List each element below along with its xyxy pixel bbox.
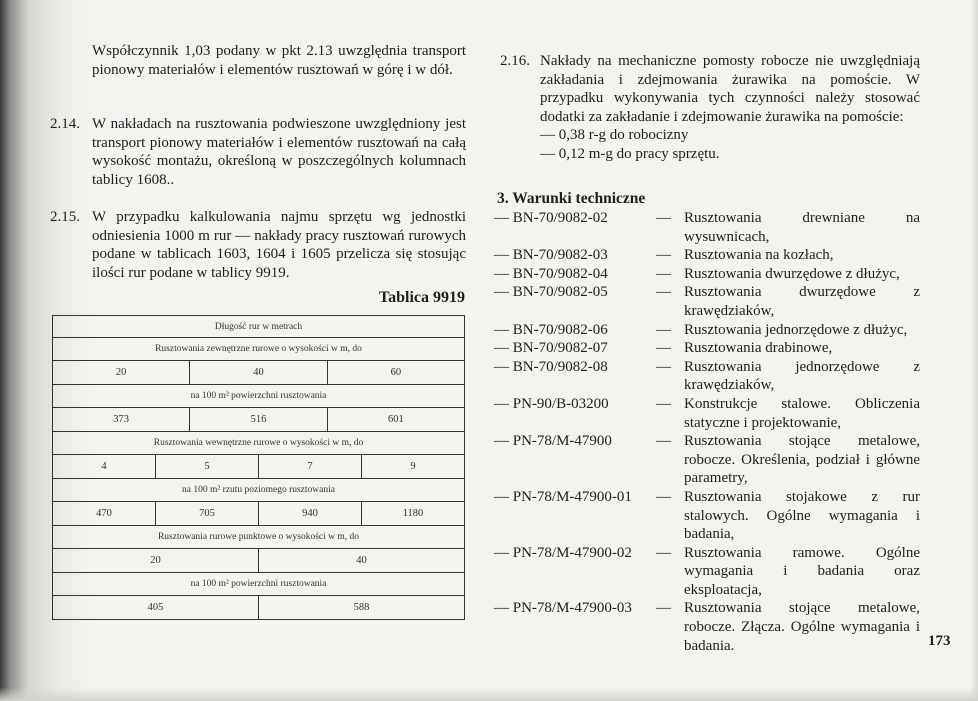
table-cell: 5 (155, 455, 258, 478)
list-item (494, 209, 920, 246)
paragraph-text: Nakłady na mechaniczne pomosty robocze nie uwzględniają zakładania i zdejmowania żurawika na pomoście. W przypadku wykonywania tych czynności należy stosować dodatki za zakładanie i zdejmowanie żurawika na pomoście: (540, 53, 920, 125)
table-cell: 4 (101, 461, 107, 472)
table-heights-row (52, 549, 465, 573)
standard-code: — PN-78/M-47900-02 (494, 544, 632, 561)
dash-separator: — (656, 210, 671, 226)
table-section-label-row (52, 338, 465, 361)
table-header: Długość rur w metrach (214, 321, 303, 332)
dash-separator: — (656, 265, 671, 282)
table-title: Tablica 9919 (378, 289, 465, 306)
standard-description: Rusztowania drewniane na wysuwnicach, (684, 210, 920, 245)
table-section-label: Rusztowania rurowe punktowe o wysokości w m, do (157, 532, 360, 542)
dash-separator: — (656, 433, 671, 450)
list-item (494, 432, 920, 488)
table-unit-label: na 100 m² powierzchni rusztowania (190, 579, 327, 589)
table-cell: 9 (361, 455, 464, 478)
page-bottom-shadow (0, 687, 978, 701)
standard-description: Rusztowania stojące metalowe, robocze. Złącza. Ogólne wymagania i badania. (684, 600, 920, 654)
dash-separator: — (656, 395, 671, 412)
list-item (494, 599, 920, 655)
dash-separator: — (656, 340, 671, 357)
table-cell: 40 (258, 549, 464, 572)
paragraph-number: 2.16. (500, 53, 530, 69)
table-cell: 940 (258, 502, 361, 525)
standard-description: Rusztowania dwurzędowe z dłużyc, (684, 265, 900, 282)
paragraph-text: W nakładach na rusztowania podwieszone uwzględniony jest transport pionowy materiałów i elementów rusztowań na całą wysokość montażu, określoną w poszczególnych kolumnach tablicy 1608.. (92, 116, 466, 189)
table-section-label: Rusztowania wewnętrzne rurowe o wysokości w m, do (153, 438, 364, 448)
list-item: — 0,12 m-g do pracy sprzętu. (540, 145, 720, 162)
table-heights-row (52, 361, 465, 385)
list-item (494, 395, 920, 432)
standard-description: Rusztowania jednorzędowe z dłużyc, (684, 321, 908, 338)
page-edge-shadow (970, 0, 978, 701)
list-item (494, 544, 920, 600)
list-item (494, 283, 920, 320)
table-heights-row (52, 455, 465, 479)
list-item: — 0,38 r-g do robocizny (540, 127, 689, 144)
table-values-row (52, 502, 465, 526)
table-cell: 588 (258, 596, 464, 619)
paragraph-number: 2.14. (50, 116, 80, 132)
table-section-label-row (52, 432, 465, 455)
dash-separator: — (656, 284, 671, 301)
paragraph-2-13-note (92, 42, 466, 79)
standard-code: — BN-70/9082-02 (494, 210, 608, 226)
standard-code: — BN-70/9082-04 (494, 265, 608, 282)
standard-description: Rusztowania ramowe. Ogólne wymagania i badania oraz eksploatacja, (684, 544, 920, 598)
list-item (494, 339, 920, 358)
standard-code: — BN-70/9082-06 (494, 321, 608, 338)
standard-description: Konstrukcje stalowe. Obliczenia statyczne i projektowanie, (684, 395, 920, 431)
standard-description: Rusztowania dwurzędowe z krawędziaków, (684, 284, 920, 319)
table-unit-label: na 100 m² powierzchni rusztowania (190, 391, 327, 401)
table-cell: 20 (150, 555, 161, 566)
list-item (494, 265, 920, 284)
paragraph-2-16 (500, 52, 920, 164)
dash-separator: — (656, 321, 671, 338)
standard-description: Rusztowania na kozłach, (684, 247, 834, 264)
table-cell: 40 (189, 361, 326, 384)
table-cell: 705 (155, 502, 258, 525)
standard-description: Rusztowania stojakowe z rur stalowych. Ogólne wymagania i badania, (684, 488, 920, 543)
list-item (494, 488, 920, 544)
standard-code: — PN-90/B-03200 (494, 395, 609, 412)
standard-description: Rusztowania drabinowe, (684, 340, 833, 357)
table-cell: 1180 (361, 502, 464, 525)
dash-separator: — (656, 488, 671, 505)
table-section-label-row (52, 526, 465, 549)
table-cell: 20 (115, 367, 127, 378)
table-cell: 405 (147, 602, 164, 613)
table-unit-row (52, 573, 465, 596)
standard-code: — BN-70/9082-08 (494, 358, 608, 375)
page-number: 173 (928, 633, 951, 649)
table-cell: 60 (327, 361, 464, 384)
table-values-row (52, 596, 465, 620)
standard-code: — BN-70/9082-05 (494, 284, 608, 301)
paragraph-number: 2.15. (50, 209, 80, 225)
section-title: 3. Warunki techniczne (497, 190, 646, 207)
table-unit-row (52, 385, 465, 408)
standard-code: — PN-78/M-47900-01 (494, 488, 632, 505)
paragraph-text: W przypadku kalkulowania najmu sprzętu wg jednostki odniesienia 1000 m rur — nakłady pracy rusztowań rurowych podane w tablicach 1603, 1604 i 1605 przelicza się stosując ilości rur podane w tablicy 9919. (92, 209, 466, 282)
paragraph-text: Współczynnik 1,03 podany w pkt 2.13 uwzględnia transport pionowy materiałów i elementów rusztowań w górę i w dół. (92, 43, 466, 78)
dash-separator: — (656, 600, 671, 617)
dash-separator: — (656, 247, 671, 264)
standard-code: — PN-78/M-47900-03 (494, 600, 632, 617)
table-unit-row (52, 479, 465, 502)
list-item (494, 321, 920, 340)
table-header-row (52, 315, 465, 338)
table-unit-label: na 100 m² rzutu poziomego rusztowania (182, 485, 335, 495)
standard-description: Rusztowania stojące metalowe, robocze. Określenia, podział i główne parametry, (684, 433, 920, 487)
list-item (494, 358, 920, 395)
dash-separator: — (656, 544, 671, 561)
table-cell: 601 (327, 408, 464, 431)
table-values-row (52, 408, 465, 432)
table-cell: 7 (258, 455, 361, 478)
standard-description: Rusztowania jednorzędowe z krawędziaków, (684, 358, 920, 394)
standards-list (494, 209, 920, 655)
table-cell: 516 (189, 408, 326, 431)
paragraph-2-15 (50, 208, 466, 283)
standard-code: — BN-70/9082-03 (494, 247, 608, 264)
list-item (494, 246, 920, 265)
table-cell: 373 (113, 414, 130, 425)
standard-code: — PN-78/M-47900 (494, 433, 612, 450)
table-section-label: Rusztowania zewnętrzne rurowe o wysokości w m, do (155, 344, 362, 354)
table-cell: 470 (96, 508, 112, 519)
standard-code: — BN-70/9082-07 (494, 340, 608, 357)
dash-separator: — (656, 358, 671, 375)
table-9919 (52, 315, 465, 620)
paragraph-2-14 (50, 115, 466, 190)
